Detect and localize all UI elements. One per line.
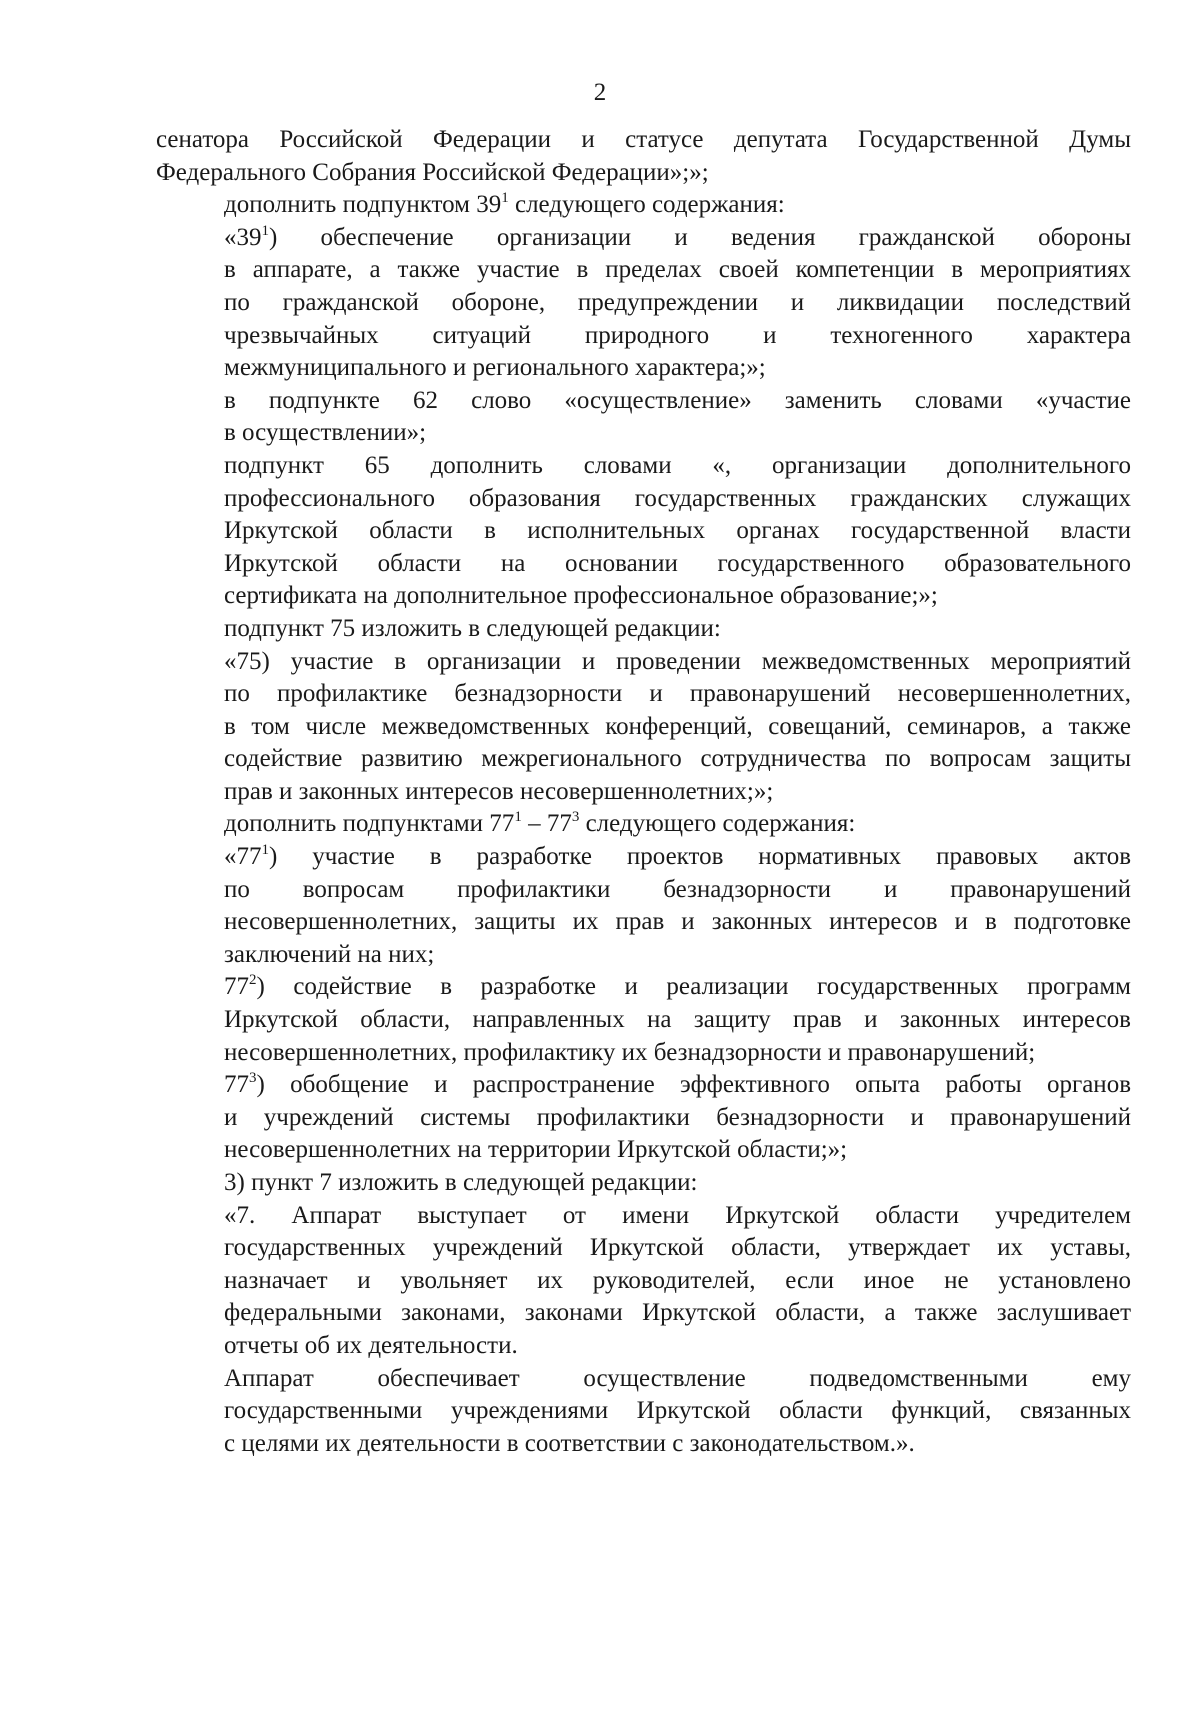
paragraph-p2 — [156, 189, 1131, 222]
text-line: чрезвычайных ситуаций природного и техногенного характера — [224, 321, 1131, 349]
text-line: несовершеннолетних, профилактику их безнадзорности и правонарушений; — [224, 1038, 1036, 1066]
text-line: сенатора Российской Федерации и статусе депутата Государственной Думы — [156, 126, 1131, 153]
text-line: федеральными законами, законами Иркутской области, а также заслушивает — [224, 1299, 1131, 1327]
text-line: и учреждений системы профилактики безнадзорности и правонарушений — [224, 1103, 1131, 1131]
paragraph-p5 — [156, 450, 1131, 613]
text-line: несовершеннолетних на территории Иркутской области;»; — [224, 1136, 848, 1164]
text-line: межмуниципального и регионального характера;»; — [224, 354, 766, 382]
text-line: дополнить подпунктами $77^1 - 77^3$ следующего содержания: — [224, 809, 856, 838]
paragraph-p14 — [156, 1363, 1131, 1461]
text-line: сертификата на дополнительное профессиональное образование;»; — [224, 582, 938, 610]
text-line: $77^3$) обобщение и распространение эффективного опыта работы органов — [224, 1070, 1131, 1099]
text-line: отчеты об их деятельности. — [224, 1331, 518, 1359]
text-line: «$39^1$) обеспечение организации и ведения гражданской обороны — [224, 222, 1131, 251]
text-line: Иркутской области, направленных на защиту прав и законных интересов — [224, 1006, 1131, 1034]
text-line: в подпункте 62 слово «осуществление» заменить словами «участие — [224, 386, 1131, 414]
text-line: $77^2$) содействие в разработке и реализации государственных программ — [224, 972, 1131, 1001]
text-line: по вопросам профилактики безнадзорности и правонарушений — [224, 875, 1131, 903]
text-line: подпункт 75 изложить в следующей редакции: — [224, 614, 721, 642]
paragraph-p10 — [156, 971, 1131, 1069]
paragraph-p4 — [156, 385, 1131, 450]
text-line: по профилактике безнадзорности и правонарушений несовершеннолетних, — [224, 680, 1131, 708]
text-line: «$77^1$) участие в разработке проектов нормативных правовых актов — [224, 842, 1131, 871]
text-line: государственными учреждениями Иркутской области функций, связанных — [224, 1397, 1131, 1425]
text-line: «7. Аппарат выступает от имени Иркутской области учредителем — [224, 1201, 1131, 1229]
text-line: 3) пункт 7 изложить в следующей редакции: — [224, 1169, 698, 1196]
text-line: государственных учреждений Иркутской области, утверждает их уставы, — [224, 1234, 1131, 1262]
text-line: «75) участие в организации и проведении межведомственных мероприятий — [224, 647, 1131, 675]
text-line: в аппарате, а также участие в пределах своей компетенции в мероприятиях — [224, 256, 1131, 284]
paragraph-p13 — [156, 1200, 1131, 1363]
paragraph-p3 — [156, 222, 1131, 385]
text-line: Федерального Собрания Российской Федерации»;»; — [156, 158, 709, 186]
text-line: в осуществлении»; — [224, 419, 427, 447]
paragraph-p11 — [156, 1069, 1131, 1167]
text-line: содействие развитию межрегионального сотрудничества по вопросам защиты — [224, 745, 1131, 773]
text-line: профессионального образования государственных гражданских служащих — [224, 484, 1131, 512]
text-line: с целями их деятельности в соответствии с законодательством.». — [224, 1429, 915, 1457]
text-line: Иркутской области на основании государственного образовательного — [224, 549, 1131, 577]
paragraph-p12 — [156, 1167, 1131, 1200]
page-number: 2 — [593, 79, 607, 106]
text-line: назначает и увольняет их руководителей, если иное не установлено — [224, 1266, 1131, 1294]
text-line: заключений на них; — [224, 940, 435, 968]
text-line: Иркутской области в исполнительных органах государственной власти — [224, 517, 1131, 545]
paragraph-p7 — [156, 646, 1131, 809]
text-line: подпункт 65 дополнить словами «, организации дополнительного — [224, 451, 1131, 479]
text-line: в том числе межведомственных конференций, совещаний, семинаров, а также — [224, 712, 1131, 740]
paragraph-p9 — [156, 841, 1131, 971]
paragraph-p1 — [156, 124, 1131, 189]
paragraph-p6 — [156, 613, 1131, 646]
text-line: несовершеннолетних, защиты их прав и законных интересов и в подготовке — [224, 908, 1131, 936]
text-line: прав и законных интересов несовершеннолетних;»; — [224, 777, 774, 805]
text-line: по гражданской обороне, предупреждении и ликвидации последствий — [224, 288, 1131, 316]
text-line: дополнить подпунктом $39^1$ следующего содержания: — [224, 190, 785, 219]
text-line: Аппарат обеспечивает осуществление подведомственными ему — [224, 1364, 1131, 1392]
document-body — [156, 124, 1131, 1460]
paragraph-p8 — [156, 808, 1131, 841]
